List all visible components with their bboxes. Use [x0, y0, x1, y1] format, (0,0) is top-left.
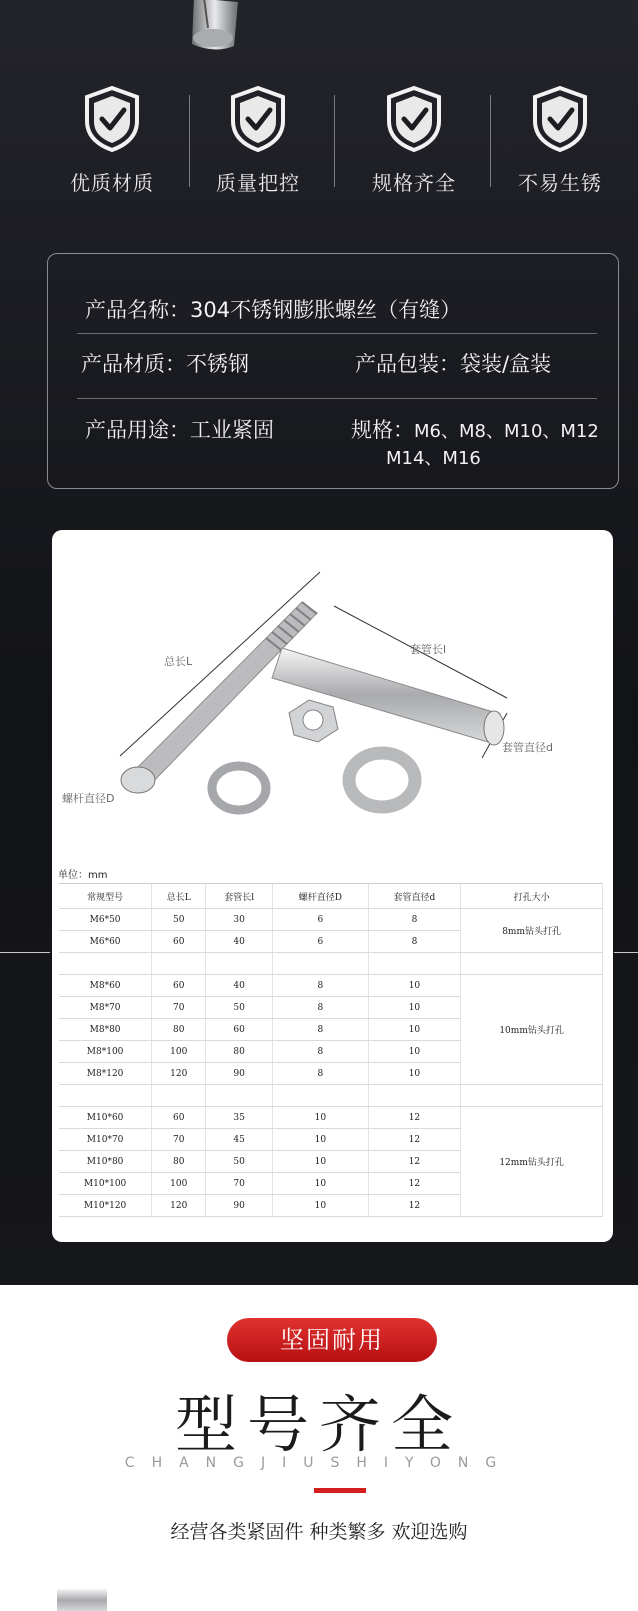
table-cell: M8*70 — [59, 997, 152, 1019]
table-cell: 10 — [273, 1129, 369, 1151]
spacer-cell — [368, 953, 461, 975]
table-spacer-row — [59, 1085, 603, 1107]
unit-label: 单位：mm — [58, 870, 108, 881]
feature-rust-resistant — [490, 85, 630, 196]
product-name: 产品名称：304不锈钢膨胀螺丝（有缝） — [85, 298, 462, 322]
section-title: 型号齐全 — [174, 1388, 463, 1461]
accent-bar — [314, 1488, 366, 1493]
table-cell: 10 — [273, 1195, 369, 1217]
table-cell: 8 — [273, 975, 369, 997]
table-cell: M10*70 — [59, 1129, 152, 1151]
column-header: 套管长l — [206, 884, 273, 909]
bolt-rod — [130, 602, 317, 788]
product-usage: 产品用途：工业紧固 — [85, 418, 274, 442]
label-rod-diameter: 螺杆直径D — [62, 792, 115, 805]
column-header: 总长L — [152, 884, 206, 909]
table-cell: 10 — [273, 1107, 369, 1129]
feature-quality-control — [188, 85, 328, 196]
table-cell: M8*60 — [59, 975, 152, 997]
table-cell: 80 — [206, 1041, 273, 1063]
table-cell: 45 — [206, 1129, 273, 1151]
column-header: 套管直径d — [368, 884, 461, 909]
feature-label: 质量把控 — [216, 171, 300, 195]
product-spec-label — [351, 414, 599, 444]
table-cell: 40 — [206, 931, 273, 953]
table-cell: 120 — [152, 1063, 206, 1085]
table-cell: 10 — [368, 1019, 461, 1041]
table-row — [59, 1107, 603, 1129]
table-cell: 80 — [152, 1151, 206, 1173]
feature-label: 优质材质 — [70, 171, 154, 195]
divider — [77, 333, 597, 334]
product-diagram-card — [52, 530, 613, 1242]
table-cell: 10 — [368, 1063, 461, 1085]
table-cell: 70 — [152, 1129, 206, 1151]
table-cell: 8 — [273, 1019, 369, 1041]
table-cell: 30 — [206, 909, 273, 931]
table-cell: M6*60 — [59, 931, 152, 953]
spacer-cell — [368, 1085, 461, 1107]
table-cell: 100 — [152, 1173, 206, 1195]
table-cell: 12 — [368, 1151, 461, 1173]
table-cell: 8 — [273, 1041, 369, 1063]
label-total-length: 总长L — [164, 655, 193, 668]
table-cell: 50 — [152, 909, 206, 931]
spacer-cell — [206, 1085, 273, 1107]
table-cell: 60 — [152, 975, 206, 997]
spacer-cell — [59, 1085, 152, 1107]
table-cell: 8 — [273, 997, 369, 1019]
table-cell: 12 — [368, 1195, 461, 1217]
table-cell: 12 — [368, 1129, 461, 1151]
table-cell: 10 — [368, 975, 461, 997]
feature-row — [0, 85, 638, 205]
table-cell: M10*100 — [59, 1173, 152, 1195]
table-cell: 60 — [206, 1019, 273, 1041]
table-cell: 6 — [273, 909, 369, 931]
shield-check-icon — [531, 85, 589, 153]
table-cell: M10*80 — [59, 1151, 152, 1173]
guide-line — [614, 952, 638, 953]
spacer-cell — [152, 1085, 206, 1107]
spacer-cell — [273, 953, 369, 975]
table-cell: 10 — [368, 1041, 461, 1063]
section-pinyin: CHANGJIUSHIYONG — [124, 1455, 514, 1471]
guide-line — [0, 952, 50, 953]
spacer-cell — [59, 953, 152, 975]
table-cell: M10*60 — [59, 1107, 152, 1129]
flat-washer — [349, 753, 415, 807]
table-cell: 120 — [152, 1195, 206, 1217]
table-cell: 70 — [152, 997, 206, 1019]
table-cell: 10 — [273, 1173, 369, 1195]
table-cell: 35 — [206, 1107, 273, 1129]
table-cell: 8 — [273, 1063, 369, 1085]
table-cell: 40 — [206, 975, 273, 997]
bolt-diagram — [52, 530, 613, 850]
drill-size-cell: 8mm钻头打孔 — [461, 909, 603, 953]
product-info-box — [47, 253, 619, 489]
spacer-cell — [461, 1085, 603, 1107]
table-cell: 70 — [206, 1173, 273, 1195]
shield-check-icon — [229, 85, 287, 153]
table-cell: M8*100 — [59, 1041, 152, 1063]
spacer-cell — [206, 953, 273, 975]
table-cell: 12 — [368, 1107, 461, 1129]
table-cell: 10 — [273, 1151, 369, 1173]
product-material: 产品材质：不锈钢 — [81, 352, 249, 376]
spec-line-2: M14、M16 — [386, 448, 481, 469]
table-cell: 90 — [206, 1063, 273, 1085]
drill-size-cell: 12mm钻头打孔 — [461, 1107, 603, 1217]
bolt-cone-end — [121, 767, 155, 793]
table-row — [59, 975, 603, 997]
label-sleeve-length: 套管长l — [410, 643, 447, 656]
feature-label: 不易生锈 — [518, 171, 602, 195]
table-cell: 50 — [206, 997, 273, 1019]
column-header: 打孔大小 — [461, 884, 603, 909]
table-cell: 100 — [152, 1041, 206, 1063]
feature-quality-material — [42, 85, 182, 196]
table-cell: 8 — [368, 931, 461, 953]
table-cell: 50 — [206, 1151, 273, 1173]
feature-complete-specs — [344, 85, 484, 196]
table-header-row — [59, 884, 603, 909]
table-cell: M8*80 — [59, 1019, 152, 1041]
table-cell: M6*50 — [59, 909, 152, 931]
divider — [77, 398, 597, 399]
section-pill: 坚固耐用 — [227, 1318, 437, 1362]
table-cell: M10*120 — [59, 1195, 152, 1217]
spec-table — [59, 883, 603, 1217]
shield-check-icon — [83, 85, 141, 153]
model-section — [0, 1285, 638, 1600]
table-cell: M8*120 — [59, 1063, 152, 1085]
drill-size-cell: 10mm钻头打孔 — [461, 975, 603, 1085]
table-row — [59, 909, 603, 931]
spacer-cell — [461, 953, 603, 975]
shield-check-icon — [385, 85, 443, 153]
section-slogan: 经营各类紧固件 种类繁多 欢迎选购 — [170, 1521, 468, 1543]
table-cell: 12 — [368, 1173, 461, 1195]
spec-line-1: M6、M8、M10、M12 — [414, 421, 599, 442]
table-cell: 6 — [273, 931, 369, 953]
feature-label: 规格齐全 — [372, 171, 456, 195]
spacer-cell — [152, 953, 206, 975]
column-header: 常规型号 — [59, 884, 152, 909]
table-cell: 60 — [152, 931, 206, 953]
spring-washer — [212, 766, 266, 810]
table-cell: 10 — [368, 997, 461, 1019]
sleeve-opening — [484, 711, 504, 745]
bolt-end-image — [180, 0, 250, 58]
label-sleeve-diameter: 套管直径d — [502, 741, 553, 754]
spacer-cell — [273, 1085, 369, 1107]
column-header: 螺杆直径D — [273, 884, 369, 909]
table-cell: 8 — [368, 909, 461, 931]
spec-label: 规格： — [351, 418, 414, 442]
table-cell: 90 — [206, 1195, 273, 1217]
bolt-partial-image — [54, 1581, 109, 1611]
table-spacer-row — [59, 953, 603, 975]
divider — [334, 95, 335, 187]
table-cell: 60 — [152, 1107, 206, 1129]
table-cell: 80 — [152, 1019, 206, 1041]
product-package: 产品包装：袋装/盒装 — [355, 352, 552, 376]
